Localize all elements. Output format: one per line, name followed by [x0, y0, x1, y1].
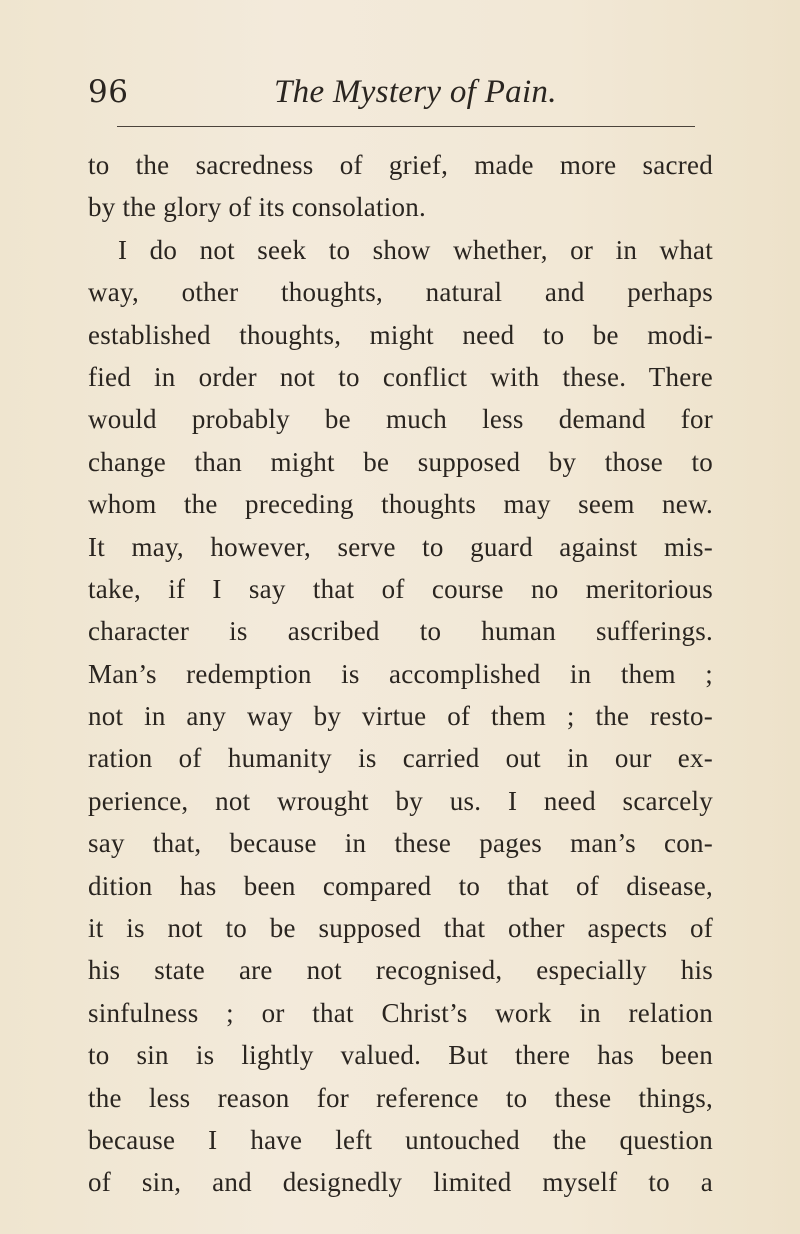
text-line: whom the preceding thoughts may seem new.: [88, 489, 713, 520]
text-line: character is ascribed to human sufferings.: [88, 616, 713, 647]
text-line: take, if I say that of course no meritorious: [88, 573, 713, 604]
text-line: dition has been compared to that of disease,: [88, 870, 713, 901]
text-line: to sin is lightly valued. But there has been: [88, 1040, 713, 1071]
text-line: his state are not recognised, especially his: [88, 955, 713, 986]
text-line: the less reason for reference to these things,: [88, 1082, 713, 1113]
text-line: fied in order not to conflict with these. There: [88, 361, 713, 392]
text-line: It may, however, serve to guard against mis-: [88, 531, 713, 562]
text-line: it is not to be supposed that other aspects of: [88, 913, 713, 944]
text-line: by the glory of its consolation.: [88, 192, 426, 223]
text-line: Man’s redemption is accomplished in them ;: [88, 658, 713, 689]
body-text: [88, 144, 713, 1204]
text-line: not in any way by virtue of them ; the resto-: [88, 701, 713, 732]
text-line: of sin, and designedly limited myself to a: [88, 1167, 713, 1198]
text-line: perience, not wrought by us. I need scarcely: [88, 785, 713, 816]
text-line: I do not seek to show whether, or in what: [118, 234, 713, 265]
page-number: 96: [88, 74, 129, 110]
header-rule: [117, 126, 695, 127]
text-line: change than might be supposed by those to: [88, 446, 713, 477]
text-line: established thoughts, might need to be modi-: [88, 319, 713, 350]
text-line: would probably be much less demand for: [88, 404, 713, 435]
text-line: way, other thoughts, natural and perhaps: [88, 277, 713, 308]
page-header: [88, 72, 708, 112]
text-line: because I have left untouched the question: [88, 1124, 713, 1155]
text-line: to the sacredness of grief, made more sacred: [88, 150, 713, 180]
text-line: ration of humanity is carried out in our ex-: [88, 743, 713, 774]
text-line: sinfulness ; or that Christ’s work in relation: [88, 997, 713, 1028]
text-line: say that, because in these pages man’s con-: [88, 828, 713, 859]
running-title: The Mystery of Pain.: [274, 74, 557, 110]
